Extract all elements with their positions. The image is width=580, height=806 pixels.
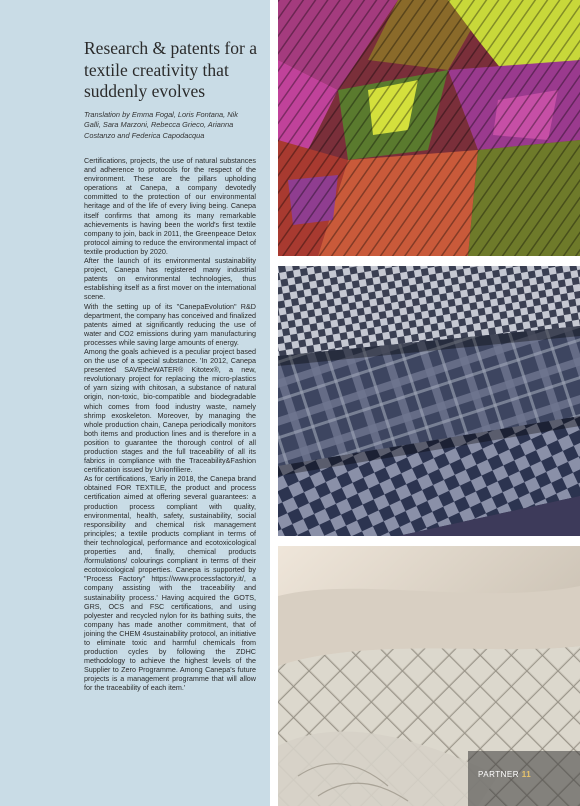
translation-credits: Translation by Emma Fogal, Loris Fontana, Nik Galli, Sara Marzoni, Rebecca Grieco, Arianna Costanzo and Federica Capodacqua — [84, 110, 238, 140]
page-number: 11 — [521, 770, 532, 779]
article-title: Research & patents for a textile creativity that suddenly evolves — [84, 38, 257, 101]
paragraph: Among the goals achieved is a peculiar project based on the use of a special substance. 'In 2012, Canepa presented SAVEtheWATER® Kitotex®, a new, revolutionary project for replacing the micro-plastics of yarn sizing with chitosan, a substance of natural origin, non-toxic, bio-compatible and biodegradable which comes from food industry waste, namely shrimp exoskeleton. Moreover, by managing the whole production chain, Canepa periodically monitors both items and production lines and is therefore in a position to guarantee the thorough control of all production stages and the full traceability of all its fabrics in compliance with the Traceability&Fashion certification issued by Unionfiliere. — [84, 346, 256, 475]
footer-brand: PARTNER — [478, 770, 519, 779]
photo-quilted-satin-fabrics — [278, 546, 580, 806]
page-footer — [478, 770, 531, 779]
paragraph: Certifications, projects, the use of natural substances and adherence to protocols for the respect of the environment. These are the pillars upholding operations at Canepa, a company devotedly committed to the protection of our environmental heritage and of the life of every living being. Canepa itself confirms that among its many remarkable achievements is having been the world's first textile company to join, back in 2011, the Greenpeace Detox protocol aiming to reduce the environmental impact of textile production by 2020. — [84, 156, 256, 256]
article-body — [84, 156, 256, 693]
photo-plaid-fabrics — [278, 266, 580, 536]
paragraph: After the launch of its environmental sustainability project, Canepa has registered many industrial patents on environmental technologies, thus establishing itself as a first mover on the international scene. — [84, 256, 256, 302]
photo-woven-yarn-texture — [278, 0, 580, 256]
paragraph: As for certifications, 'Early in 2018, the Canepa brand obtained FOR TEXTILE, the product and process certification aimed at offering several guarantees: a production process compliant with quality, environmental, health, safety, sustainability, social responsibility and chemical risk management principles; a textile products compliant in terms of their technological, performance and ecotoxicological properties and, finally, chemical products /formulations/ colourings compliant in terms of their ecotoxicological properties. Canepa is supported by "Process Factory" https://www.processfactory.it/, a company assisting with the traceability and sustainability process.' Having acquired the GOTS, GRS, OCS and FSC certifications, and using polyester and recycled nylon for its bathing suits, the company has made another commitment, that of joining the CHEM 4sustainability protocol, an initiative to eliminate toxic and harmful chemicals from production cycles by following the ZDHC methodology to achieve the highest levels of the Supplier to Zero Programme. Among Canepa's future projects is a management programme that will allow for the traceability of each item.' — [84, 474, 256, 693]
paragraph: With the setting up of its "CanepaEvolution" R&D department, the company has conceived and finalized patents aimed at significantly reducing the use of water and CO2 emissions during yarn manufacturing processes while saving large amounts of energy. — [84, 301, 256, 347]
